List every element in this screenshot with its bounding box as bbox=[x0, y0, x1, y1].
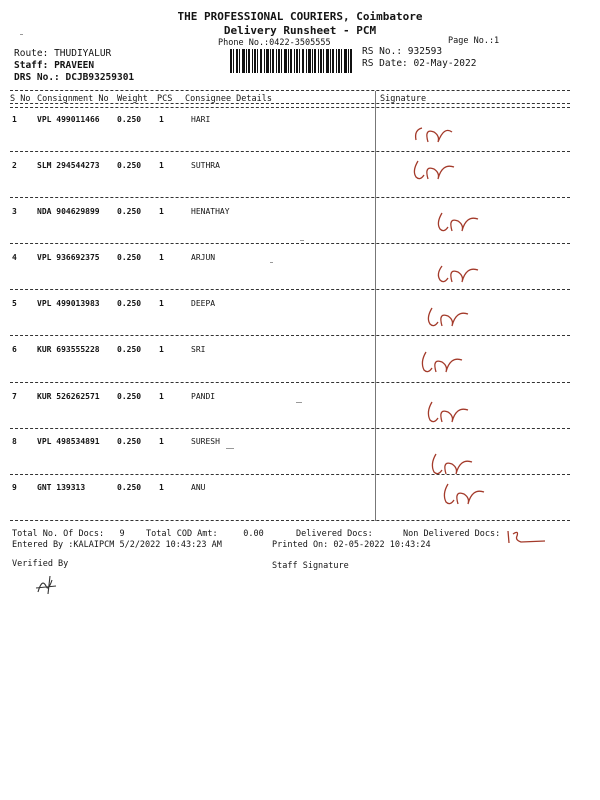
col-header-sno: S No bbox=[10, 94, 31, 104]
row-weight: 0.250 bbox=[117, 161, 142, 170]
drs-label: DRS No.: bbox=[14, 72, 60, 83]
row-pcs: 1 bbox=[159, 253, 164, 262]
row-divider bbox=[10, 335, 570, 336]
row-divider bbox=[10, 289, 570, 290]
total-docs-value: 9 bbox=[119, 529, 125, 539]
row-consignment: VPL 499013983 bbox=[37, 299, 100, 308]
rs-number-label: RS No.: bbox=[362, 46, 403, 57]
table-row bbox=[0, 115, 600, 135]
scan-speck bbox=[226, 448, 234, 449]
row-weight: 0.250 bbox=[117, 207, 142, 216]
phone-number: Phone No.:0422-3505555 bbox=[218, 38, 331, 48]
rs-date-value: 02-May-2022 bbox=[413, 58, 477, 69]
staff-signature-label: Staff Signature bbox=[272, 561, 349, 571]
col-header-signature: Signature bbox=[380, 94, 427, 104]
verified-by-signature bbox=[32, 572, 62, 598]
scan-speck bbox=[20, 34, 23, 35]
barcode bbox=[230, 49, 352, 73]
row-sno: 5 bbox=[12, 299, 17, 308]
row-divider bbox=[10, 382, 570, 383]
row-sno: 9 bbox=[12, 483, 17, 492]
row-weight: 0.250 bbox=[117, 253, 142, 262]
scan-speck bbox=[300, 240, 304, 241]
row-consignee: SURESH bbox=[191, 437, 220, 446]
total-cod-label: Total COD Amt: bbox=[146, 529, 218, 539]
row-sno: 7 bbox=[12, 392, 17, 401]
table-row bbox=[0, 437, 600, 457]
staff-line bbox=[14, 60, 94, 71]
signature-mark bbox=[434, 205, 494, 235]
row-consignment: KUR 526262571 bbox=[37, 392, 100, 401]
row-consignment: VPL 499011466 bbox=[37, 115, 100, 124]
row-consignee: DEEPA bbox=[191, 299, 216, 308]
delivered-docs-label: Delivered Docs: bbox=[296, 529, 373, 539]
row-consignment: NDA 904629899 bbox=[37, 207, 100, 216]
row-consignee: SUTHRA bbox=[191, 161, 220, 170]
printed-on: Printed On: 02-05-2022 10:43:24 bbox=[272, 540, 431, 550]
row-divider bbox=[10, 428, 570, 429]
row-consignment: SLM 294544273 bbox=[37, 161, 100, 170]
rs-date-label: RS Date: bbox=[362, 58, 408, 69]
drs-line bbox=[14, 72, 134, 83]
row-consignee: SRI bbox=[191, 345, 206, 354]
row-sno: 8 bbox=[12, 437, 17, 446]
row-pcs: 1 bbox=[159, 299, 164, 308]
signature-mark bbox=[428, 448, 488, 478]
row-divider bbox=[10, 151, 570, 152]
table-bottom-rule bbox=[10, 520, 570, 521]
row-weight: 0.250 bbox=[117, 299, 142, 308]
col-header-pcs: PCS bbox=[157, 94, 173, 104]
row-pcs: 1 bbox=[159, 437, 164, 446]
table-row bbox=[0, 345, 600, 365]
row-weight: 0.250 bbox=[117, 483, 142, 492]
total-docs-label: Total No. Of Docs: bbox=[12, 529, 105, 539]
total-cod-value: 0.00 bbox=[243, 529, 264, 539]
row-sno: 4 bbox=[12, 253, 17, 262]
row-divider bbox=[10, 197, 570, 198]
row-pcs: 1 bbox=[159, 115, 164, 124]
row-pcs: 1 bbox=[159, 345, 164, 354]
rs-number-line bbox=[362, 46, 442, 57]
row-divider bbox=[10, 243, 570, 244]
row-consignment: VPL 936692375 bbox=[37, 253, 100, 262]
runsheet-title: Delivery Runsheet - PCM bbox=[223, 24, 377, 37]
row-consignee: HENATHAY bbox=[191, 207, 230, 216]
table-row bbox=[0, 483, 600, 503]
page-number: Page No.:1 bbox=[448, 36, 500, 46]
rs-date-line bbox=[362, 58, 476, 69]
signature-mark bbox=[434, 256, 494, 286]
route-label: Route: bbox=[14, 48, 49, 59]
signature-mark bbox=[410, 153, 470, 183]
signature-mark bbox=[424, 300, 484, 330]
row-consignee: ARJUN bbox=[191, 253, 216, 262]
row-sno: 6 bbox=[12, 345, 17, 354]
rs-number-value: 932593 bbox=[407, 46, 443, 57]
row-consignee: HARI bbox=[191, 115, 211, 124]
table-row bbox=[0, 253, 600, 273]
entered-by: Entered By :KALAIPCM 5/2/2022 10:43:23 AM bbox=[12, 540, 222, 550]
staff-value: PRAVEEN bbox=[54, 60, 95, 71]
row-sno: 3 bbox=[12, 207, 17, 216]
company-name: THE PROFESSIONAL COURIERS, Coimbatore bbox=[177, 10, 423, 23]
signature-mark bbox=[418, 346, 478, 376]
staff-label: Staff: bbox=[14, 60, 49, 71]
row-consignment: VPL 498534891 bbox=[37, 437, 100, 446]
total-cod-line bbox=[146, 529, 264, 539]
row-sno: 1 bbox=[12, 115, 17, 124]
row-consignment: GNT 139313 bbox=[37, 483, 86, 492]
table-row bbox=[0, 207, 600, 227]
header-rule-2 bbox=[10, 107, 570, 108]
table-row bbox=[0, 161, 600, 181]
row-consignee: PANDI bbox=[191, 392, 216, 401]
col-header-consignee: Consignee Details bbox=[185, 94, 272, 104]
row-weight: 0.250 bbox=[117, 115, 142, 124]
col-header-weight: Weight bbox=[117, 94, 148, 104]
route-value: THUDIYALUR bbox=[54, 48, 112, 59]
table-row bbox=[0, 299, 600, 319]
row-weight: 0.250 bbox=[117, 437, 142, 446]
row-pcs: 1 bbox=[159, 161, 164, 170]
row-pcs: 1 bbox=[159, 207, 164, 216]
total-docs-line bbox=[12, 529, 125, 539]
verified-by-label: Verified By bbox=[12, 559, 69, 569]
non-delivered-docs-label: Non Delivered Docs: bbox=[403, 529, 501, 539]
route-line bbox=[14, 48, 111, 59]
signature-mark bbox=[410, 118, 470, 148]
row-weight: 0.250 bbox=[117, 345, 142, 354]
row-pcs: 1 bbox=[159, 483, 164, 492]
row-pcs: 1 bbox=[159, 392, 164, 401]
signature-mark bbox=[440, 478, 500, 508]
row-consignee: ANU bbox=[191, 483, 206, 492]
handwritten-mark bbox=[505, 528, 550, 546]
signature-mark bbox=[424, 396, 484, 426]
table-top-rule bbox=[10, 90, 570, 91]
row-weight: 0.250 bbox=[117, 392, 142, 401]
col-header-consignment: Consignment No bbox=[37, 94, 109, 104]
drs-value: DCJB93259301 bbox=[65, 72, 135, 83]
row-consignment: KUR 693555228 bbox=[37, 345, 100, 354]
row-sno: 2 bbox=[12, 161, 17, 170]
scan-speck bbox=[270, 262, 273, 263]
header-rule bbox=[10, 103, 570, 104]
scan-speck bbox=[296, 402, 302, 403]
